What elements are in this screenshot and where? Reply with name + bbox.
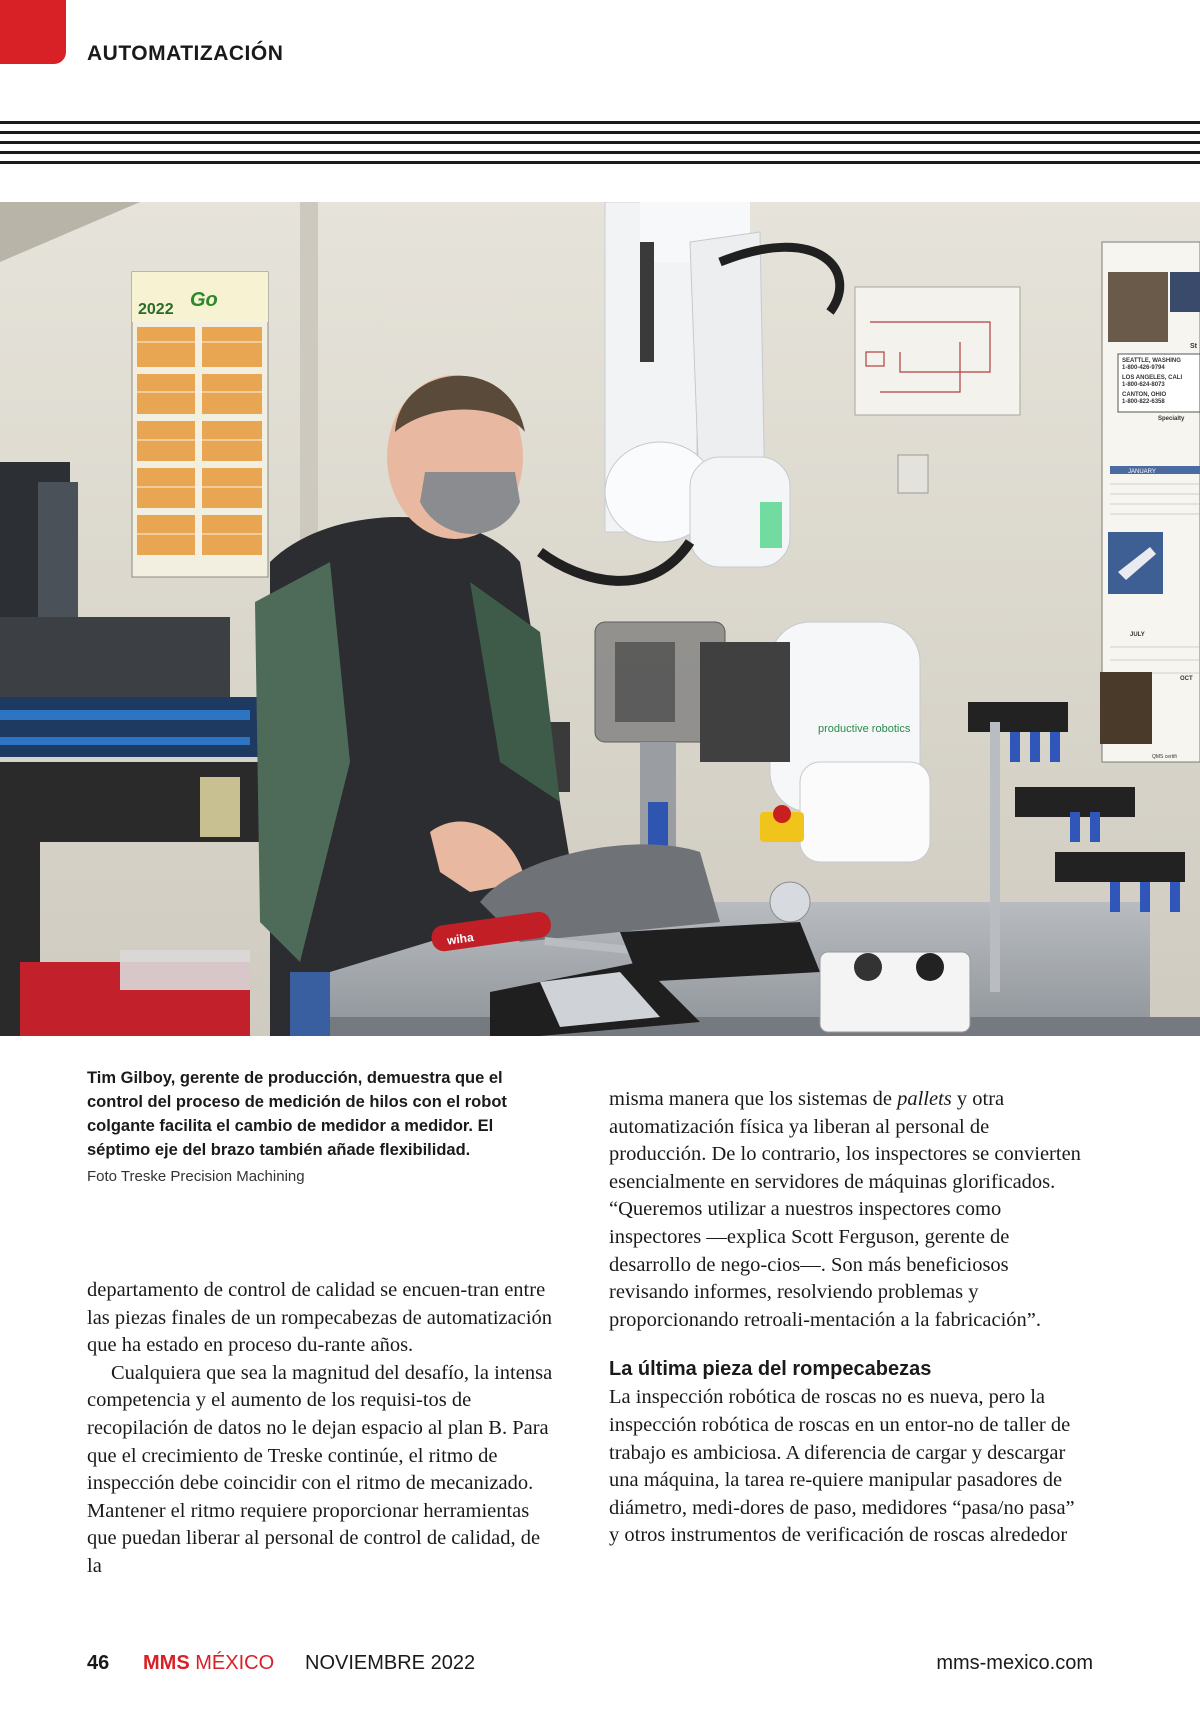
section-color-tab	[0, 0, 66, 64]
cal-footer: QMS certifi	[1152, 754, 1177, 760]
robot-brand: productive robotics	[818, 723, 911, 735]
page-footer	[87, 1652, 1093, 1682]
section-subheading: La última pieza del rompecabezas	[609, 1358, 932, 1381]
cal-month2: JULY	[1130, 632, 1145, 638]
photo-credit: Foto Treske Precision Machining	[87, 1168, 305, 1185]
body-paragraph: Cualquiera que sea la magnitud del desafío, la intensa competencia y el aumento de los requisi-tos de recopilación de datos no le dejan espacio al plan B. Para que el crecimiento de Treske continúe, el ritmo de inspección debe coincidir con el ritmo de mecanizado. Mantener el ritmo requiere proporcionar herramientas que puedan liberar al personal de control de calidad, de la	[87, 1361, 553, 1577]
feature-photo	[0, 202, 1200, 1036]
cal-city3: CANTON, OHIO	[1122, 392, 1167, 398]
brand-bold: MMS	[143, 1652, 190, 1674]
brand-rest: MÉXICO	[189, 1652, 275, 1674]
cal-phone2: 1-800-624-8073	[1122, 382, 1165, 388]
cal-phone1: 1-800-426-9794	[1122, 365, 1165, 371]
cal-month1: JANUARY	[1128, 469, 1156, 475]
cal-city1: SEATTLE, WASHING	[1122, 358, 1181, 364]
body-paragraph	[609, 1086, 1089, 1334]
issue-date: NOVIEMBRE 2022	[305, 1652, 476, 1674]
cal-city2: LOS ANGELES, CALI	[1122, 375, 1183, 381]
cal-specialty: Specialty	[1158, 416, 1185, 422]
wall-calendar-right	[1100, 242, 1200, 762]
cal-phone3: 1-800-822-6358	[1122, 399, 1165, 405]
body-text: y otra automatización física ya liberan al personal de producción. De lo contrario, los inspectores se convierten esencialmente en servidores de máquinas glorificados. “Queremos utilizar a nuestros inspectores como inspectores —explica Scott Ferguson, gerente de desarrollo de nego-cios—. Son más beneficiosos revisando informes, resolviendo problemas y proporcionando retroali-mentación a la fabricación”.	[609, 1088, 1081, 1331]
body-paragraph: departamento de control de calidad se encuen-tran entre las piezas finales de un rompecabezas de automatización que ha estado en proceso du-rante años.	[87, 1279, 553, 1357]
body-text: misma manera que los sistemas de	[609, 1088, 898, 1110]
cal-st: St	[1190, 343, 1197, 350]
caption-text: Tim Gilboy, gerente de producción, demuestra que el control del proceso de medición de hilos con el robot colgante facilita el cambio de medidor a medidor. El séptimo eje del brazo también añade flexibilidad.	[87, 1069, 507, 1159]
magazine-brand	[143, 1652, 274, 1675]
photo-caption	[87, 1066, 547, 1188]
section-label: AUTOMATIZACIÓN	[87, 42, 284, 65]
wall-calendar-left	[132, 272, 268, 577]
body-column-right	[609, 1086, 1089, 1550]
body-emphasis: pallets	[897, 1088, 952, 1110]
calendar-year: 2022	[138, 301, 174, 318]
photo-illustration	[0, 202, 1200, 1036]
body-column-left	[87, 1277, 555, 1581]
calendar-brand: Go	[190, 289, 218, 311]
page-number: 46	[87, 1652, 110, 1674]
website-link[interactable]: mms-mexico.com	[936, 1652, 1093, 1674]
header-rules	[0, 121, 1200, 171]
body-paragraph: La inspección robótica de roscas no es nueva, pero la inspección robótica de roscas en un entor-no de taller de trabajo es ambiciosa. A diferencia de cargar y descargar una máquina, la tarea re-quiere manipular pasadores de diámetro, medi-dores de paso, medidores “pasa/no pasa” y otros instrumentos de verificación de roscas alrededor	[609, 1386, 1075, 1547]
cal-month3: OCT	[1180, 676, 1193, 682]
wrench-brand: wiha	[446, 930, 475, 948]
